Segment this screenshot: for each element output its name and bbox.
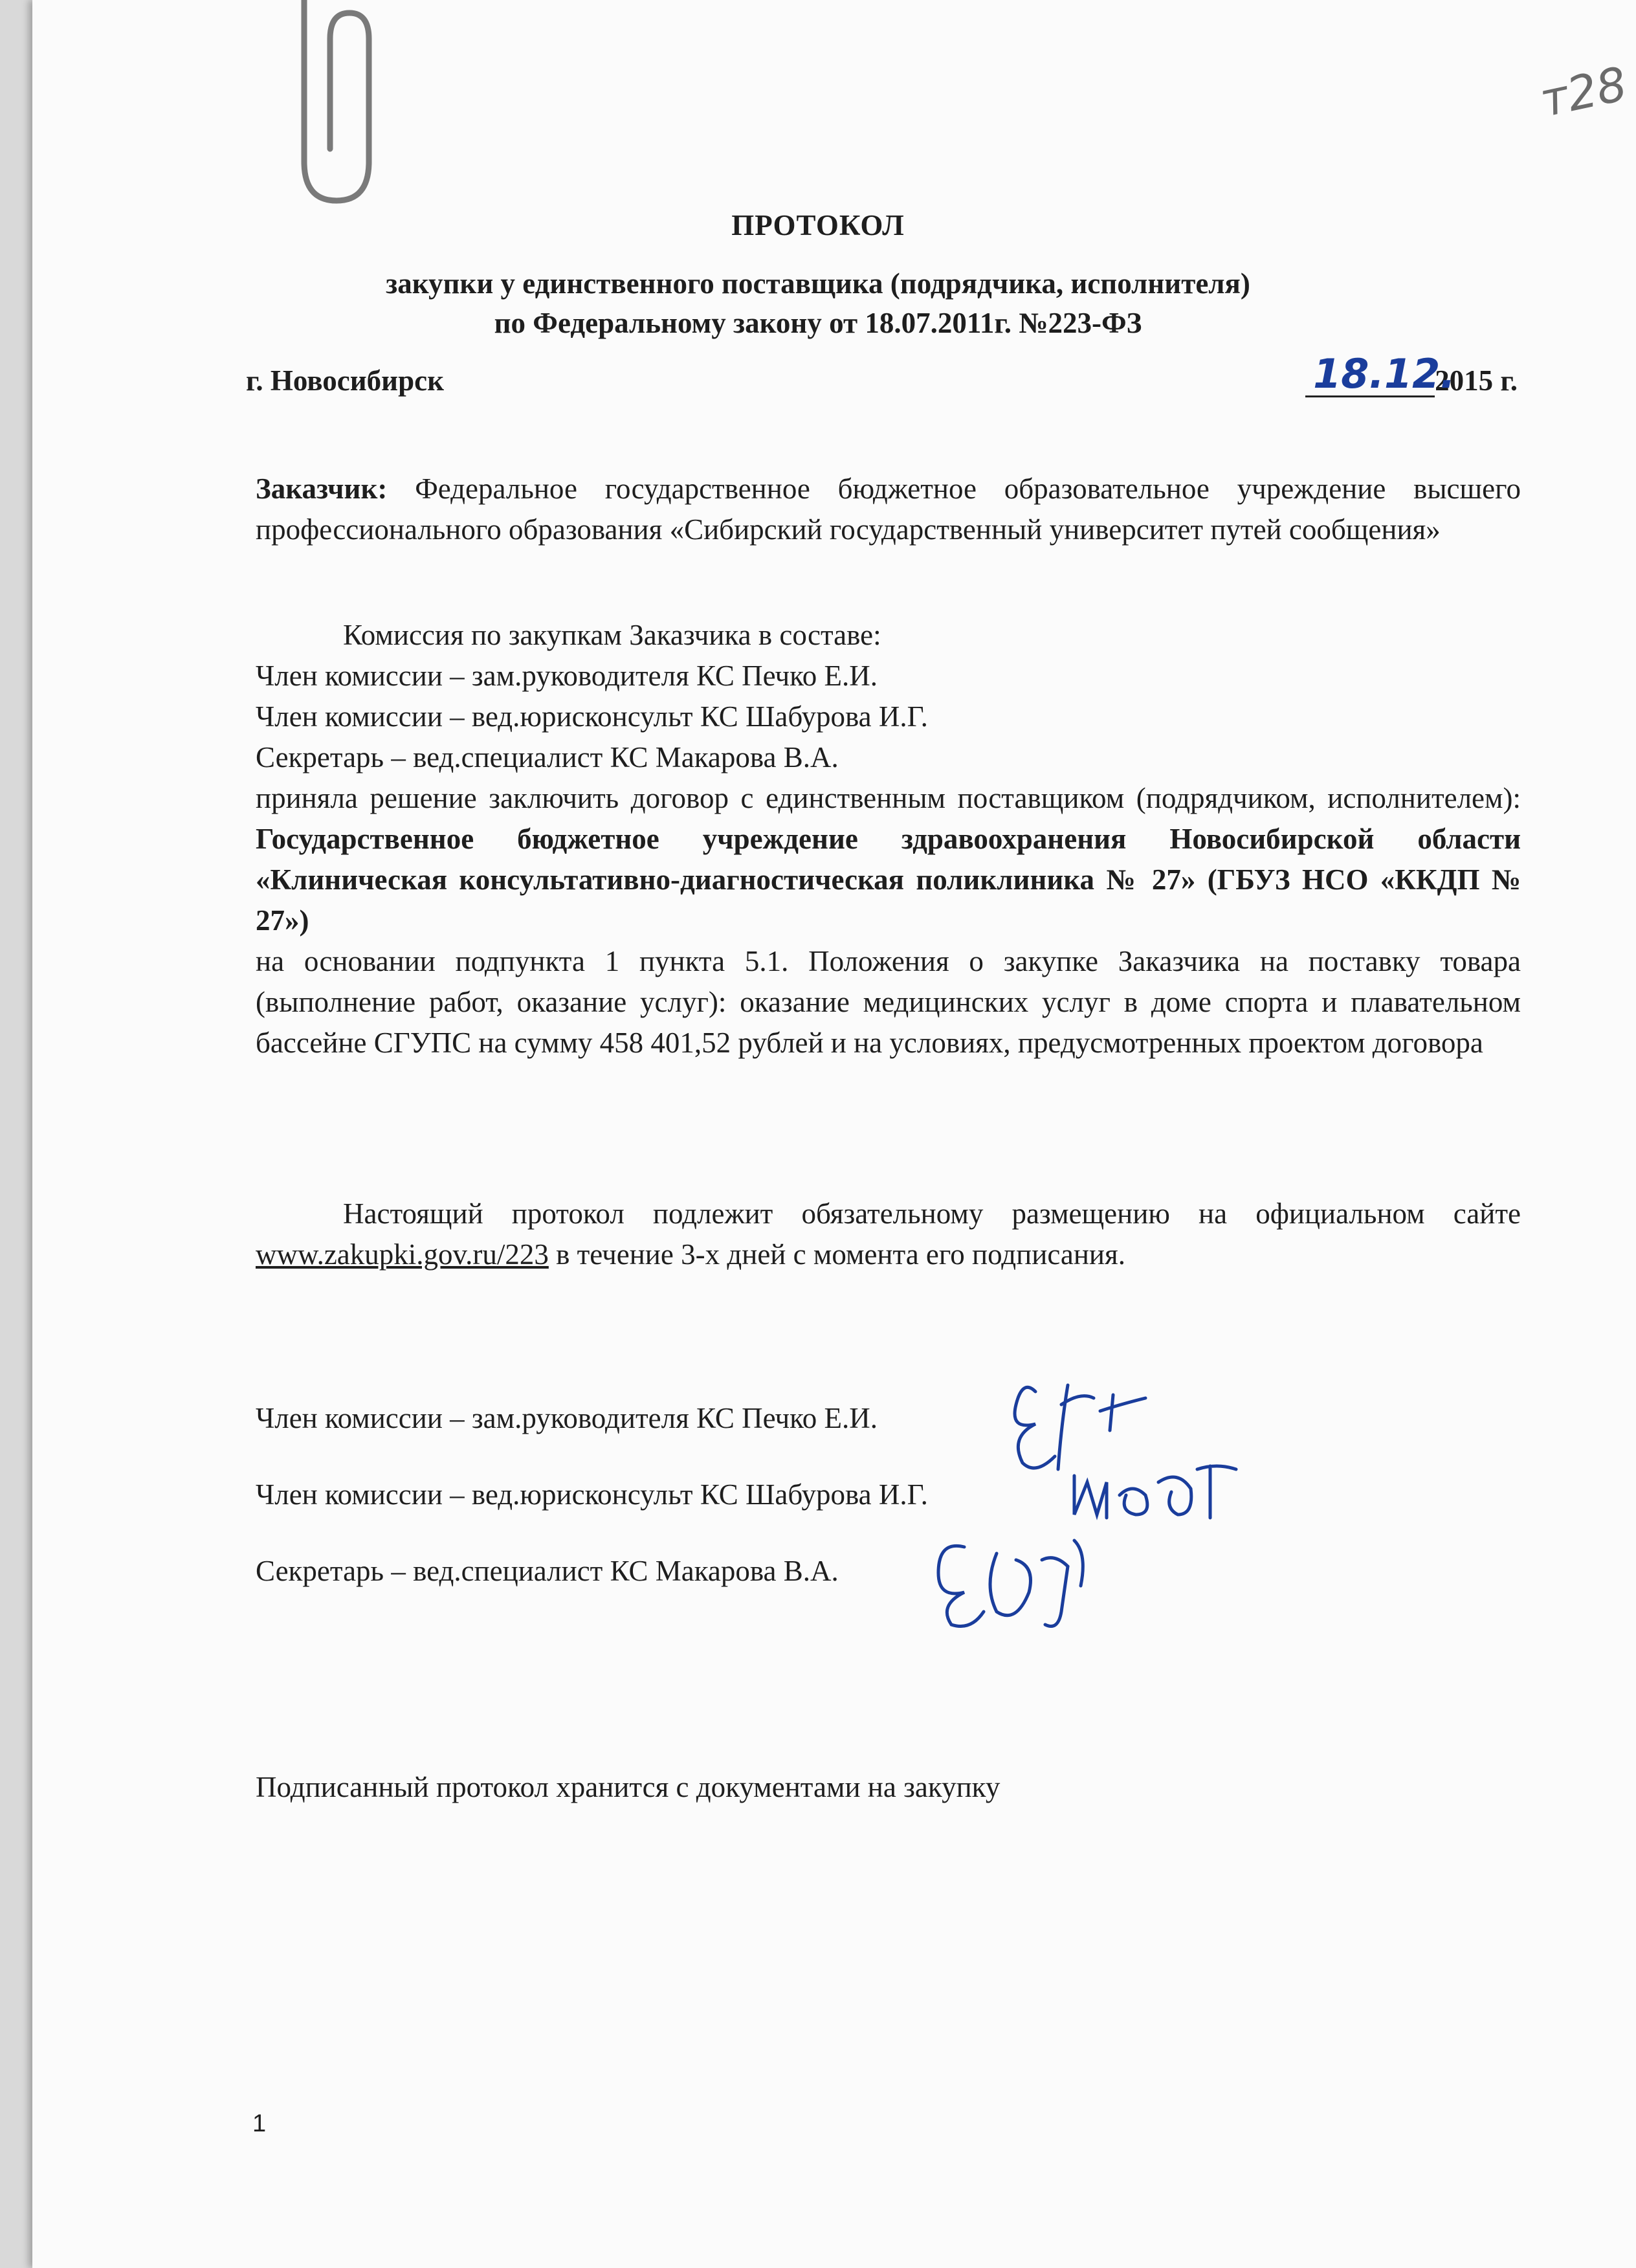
handwritten-date: 18.12.: [1313, 350, 1455, 397]
supplier-name: Государственное бюджетное учреждение здравоохранения Новосибирской области «Клиническая консультативно-диагностическая поликлиника № 27» (ГБУЗ НСО «ККДП № 27»): [256, 823, 1521, 937]
signature-row-2: Член комиссии – вед.юрисконсульт КС Шабурова И.Г.: [256, 1478, 928, 1511]
member-line-2: Член комиссии – вед.юрисконсульт КС Шабурова И.Г.: [256, 700, 928, 733]
publication-text-2: в течение 3-х дней с момента его подписания.: [556, 1238, 1125, 1271]
commission-intro: Комиссия по закупкам Заказчика в составе:: [343, 619, 881, 651]
commission-block: [256, 615, 1521, 1063]
document-subtitle-2: по Федеральному закону от 18.07.2011г. №223-ФЗ: [494, 307, 1142, 339]
signature-row-3: Секретарь – вед.специалист КС Макарова В.А.: [256, 1555, 839, 1587]
publication-paragraph: [256, 1194, 1521, 1275]
customer-label: Заказчик:: [256, 472, 388, 505]
zakupki-link[interactable]: www.zakupki.gov.ru/223: [256, 1238, 549, 1271]
decision-paragraph: [256, 778, 1521, 941]
corner-archive-mark: т28: [1535, 56, 1631, 128]
signature-row-1: Член комиссии – зам.руководителя КС Печко Е.И.: [256, 1402, 878, 1434]
stored-note: Подписанный протокол хранится с документами на закупку: [256, 1771, 1000, 1803]
customer-paragraph: [256, 469, 1521, 550]
city-label: г. Новосибирск: [246, 364, 444, 397]
decision-text: приняла решение заключить договор с единственным поставщиком (подрядчиком, исполнителем):: [256, 782, 1521, 814]
document-title: ПРОТОКОЛ: [731, 209, 905, 241]
secretary-line: Секретарь – вед.специалист КС Макарова В.А.: [256, 741, 839, 773]
signature-makarova: [919, 1515, 1126, 1638]
member-line-1: Член комиссии – зам.руководителя КС Печко Е.И.: [256, 660, 878, 692]
document-date: [1305, 350, 1518, 397]
customer-text: Федеральное государственное бюджетное образовательное учреждение высшего профессионального образования «Сибирский государственный университет путей сообщения»: [256, 472, 1521, 546]
city-date-row: [246, 350, 1518, 409]
signatures-block: [256, 1398, 1521, 1627]
basis-text: на основании подпункта 1 пункта 5.1. Положения о закупке Заказчика на поставку товара (выполнение работ, оказание услуг): оказание медицинских услуг в доме спорта и плавательном бассейне СГУПС на сумму 458 401,52 рублей и на условиях, предусмотренных проектом договора: [256, 945, 1521, 1059]
document-subtitle-1: закупки у единственного поставщика (подрядчика, исполнителя): [386, 267, 1250, 300]
date-year: 2015 г.: [1435, 364, 1518, 397]
document-page: [32, 0, 1636, 2268]
page-number: 1: [252, 2110, 267, 2137]
publication-text-1: Настоящий протокол подлежит обязательному размещению на официальном сайте: [343, 1197, 1521, 1230]
date-blank: [1305, 350, 1455, 397]
paper-clip-icon: [265, 0, 414, 214]
